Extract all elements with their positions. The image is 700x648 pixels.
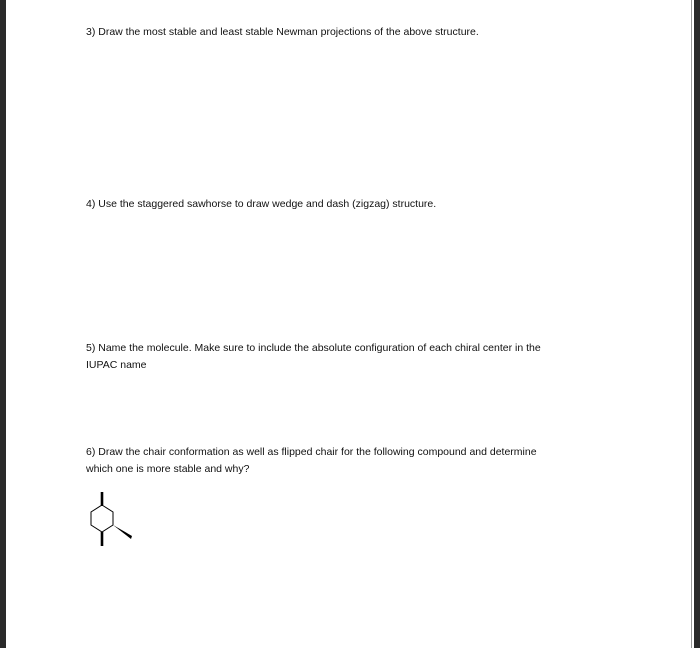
question-5 <box>86 340 606 374</box>
wedge-bond <box>113 525 132 539</box>
question-5-text-line1: 5) Name the molecule. Make sure to include the absolute configuration of each chiral center in the <box>86 342 541 354</box>
page-edge-divider <box>691 0 692 648</box>
question-6-text-line1: 6) Draw the chair conformation as well as flipped chair for the following compound and determine <box>86 446 537 458</box>
document-page <box>6 0 694 648</box>
question-6-text-line2: which one is more stable and why? <box>86 463 250 475</box>
question-3 <box>86 24 606 41</box>
question-6 <box>86 444 606 478</box>
question-4-text: 4) Use the staggered sawhorse to draw wedge and dash (zigzag) structure. <box>86 198 437 210</box>
cyclohexane-ring <box>91 505 113 532</box>
question-4 <box>86 196 606 213</box>
cyclohexane-structure-drawing <box>84 488 144 558</box>
question-5-text-line2: IUPAC name <box>86 359 147 371</box>
question-3-text: 3) Draw the most stable and least stable Newman projections of the above structure. <box>86 26 479 38</box>
